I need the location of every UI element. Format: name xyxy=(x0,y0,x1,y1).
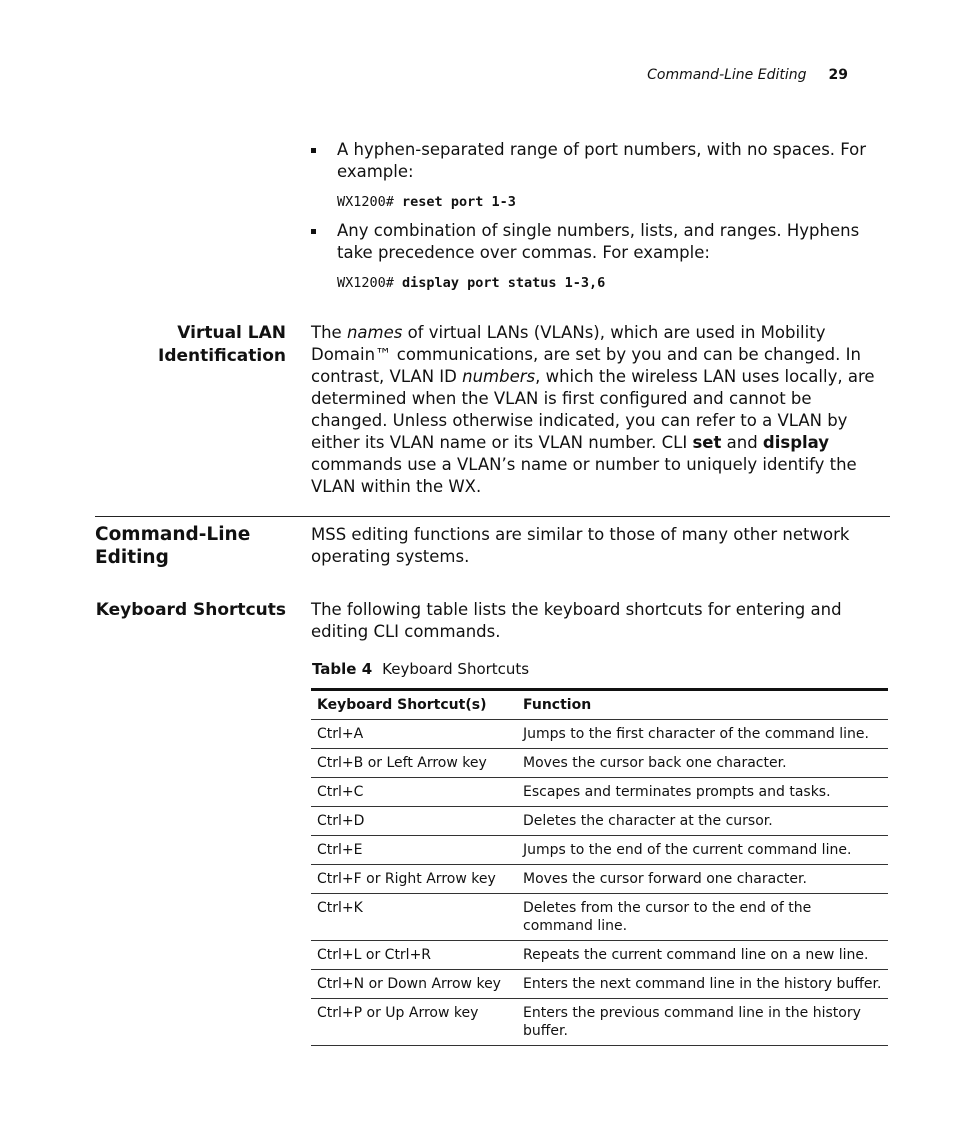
code-example xyxy=(337,194,516,210)
vlan-paragraph: The names of virtual LANs (VLANs), which are used in Mobility Domain™ communications, are set by you and can be changed. In contrast, VLAN ID numbers, which the wireless LAN uses locally, are determined when the VLAN is first configured and cannot be changed. Unless otherwise indicated, you can refer to a VLAN by either its VLAN name or its VLAN number. CLI set and display commands use a VLAN’s name or number to uniquely identify the VLAN within the WX. xyxy=(311,323,875,496)
shortcuts-table xyxy=(311,688,888,1046)
prompt: WX1200# xyxy=(337,275,394,291)
shortcut-cell: Ctrl+N or Down Arrow key xyxy=(311,970,517,999)
table-row xyxy=(311,749,888,778)
shortcut-cell: Ctrl+C xyxy=(311,778,517,807)
function-cell: Moves the cursor back one character. xyxy=(517,749,888,778)
table-row xyxy=(311,999,888,1046)
bullet-icon xyxy=(311,229,316,234)
shortcut-cell: Ctrl+K xyxy=(311,894,517,941)
function-cell: Enters the next command line in the history buffer. xyxy=(517,970,888,999)
function-cell: Repeats the current command line on a new line. xyxy=(517,941,888,970)
shortcut-cell: Ctrl+A xyxy=(311,720,517,749)
prompt: WX1200# xyxy=(337,194,394,210)
table-row xyxy=(311,720,888,749)
table-row xyxy=(311,836,888,865)
bullet-icon xyxy=(311,148,316,153)
column-header: Keyboard Shortcut(s) xyxy=(311,690,517,720)
function-cell: Jumps to the first character of the command line. xyxy=(517,720,888,749)
shortcut-cell: Ctrl+L or Ctrl+R xyxy=(311,941,517,970)
table-label: Table 4 xyxy=(312,660,373,678)
shortcut-cell: Ctrl+B or Left Arrow key xyxy=(311,749,517,778)
function-cell: Deletes the character at the cursor. xyxy=(517,807,888,836)
bullet-item xyxy=(311,139,881,183)
section-divider xyxy=(95,516,890,517)
table-row xyxy=(311,970,888,999)
command: display port status 1-3,6 xyxy=(402,275,606,291)
table-title: Keyboard Shortcuts xyxy=(382,660,530,678)
running-header xyxy=(647,67,848,83)
bullet-text: Any combination of single numbers, lists, and ranges. Hyphens take precedence over commas. For example: xyxy=(337,221,860,262)
function-cell: Jumps to the end of the current command line. xyxy=(517,836,888,865)
subsection-paragraph: The following table lists the keyboard shortcuts for entering and editing CLI commands. xyxy=(311,600,842,641)
command: reset port 1-3 xyxy=(402,194,516,210)
table-row xyxy=(311,807,888,836)
function-cell: Moves the cursor forward one character. xyxy=(517,865,888,894)
function-cell: Enters the previous command line in the history buffer. xyxy=(517,999,888,1046)
section-paragraph: MSS editing functions are similar to those of many other network operating systems. xyxy=(311,525,850,566)
page-number: 29 xyxy=(828,67,848,83)
table-row xyxy=(311,778,888,807)
subsection-heading: Keyboard Shortcuts xyxy=(95,600,286,620)
table-row xyxy=(311,865,888,894)
table-caption xyxy=(312,660,529,678)
shortcut-cell: Ctrl+E xyxy=(311,836,517,865)
shortcut-cell: Ctrl+F or Right Arrow key xyxy=(311,865,517,894)
column-header: Function xyxy=(517,690,888,720)
bullet-item xyxy=(311,220,881,264)
header-section: Command-Line Editing xyxy=(647,67,807,83)
shortcut-cell: Ctrl+D xyxy=(311,807,517,836)
function-cell: Deletes from the cursor to the end of the command line. xyxy=(517,894,888,941)
table-header-row xyxy=(311,690,888,720)
shortcut-cell: Ctrl+P or Up Arrow key xyxy=(311,999,517,1046)
vlan-heading: Virtual LAN Identification xyxy=(158,323,286,366)
code-example xyxy=(337,275,605,291)
function-cell: Escapes and terminates prompts and tasks. xyxy=(517,778,888,807)
table-row xyxy=(311,894,888,941)
bullet-text: A hyphen-separated range of port numbers, with no spaces. For example: xyxy=(337,140,867,181)
section-heading: Command-Line Editing xyxy=(95,524,251,568)
table-row xyxy=(311,941,888,970)
